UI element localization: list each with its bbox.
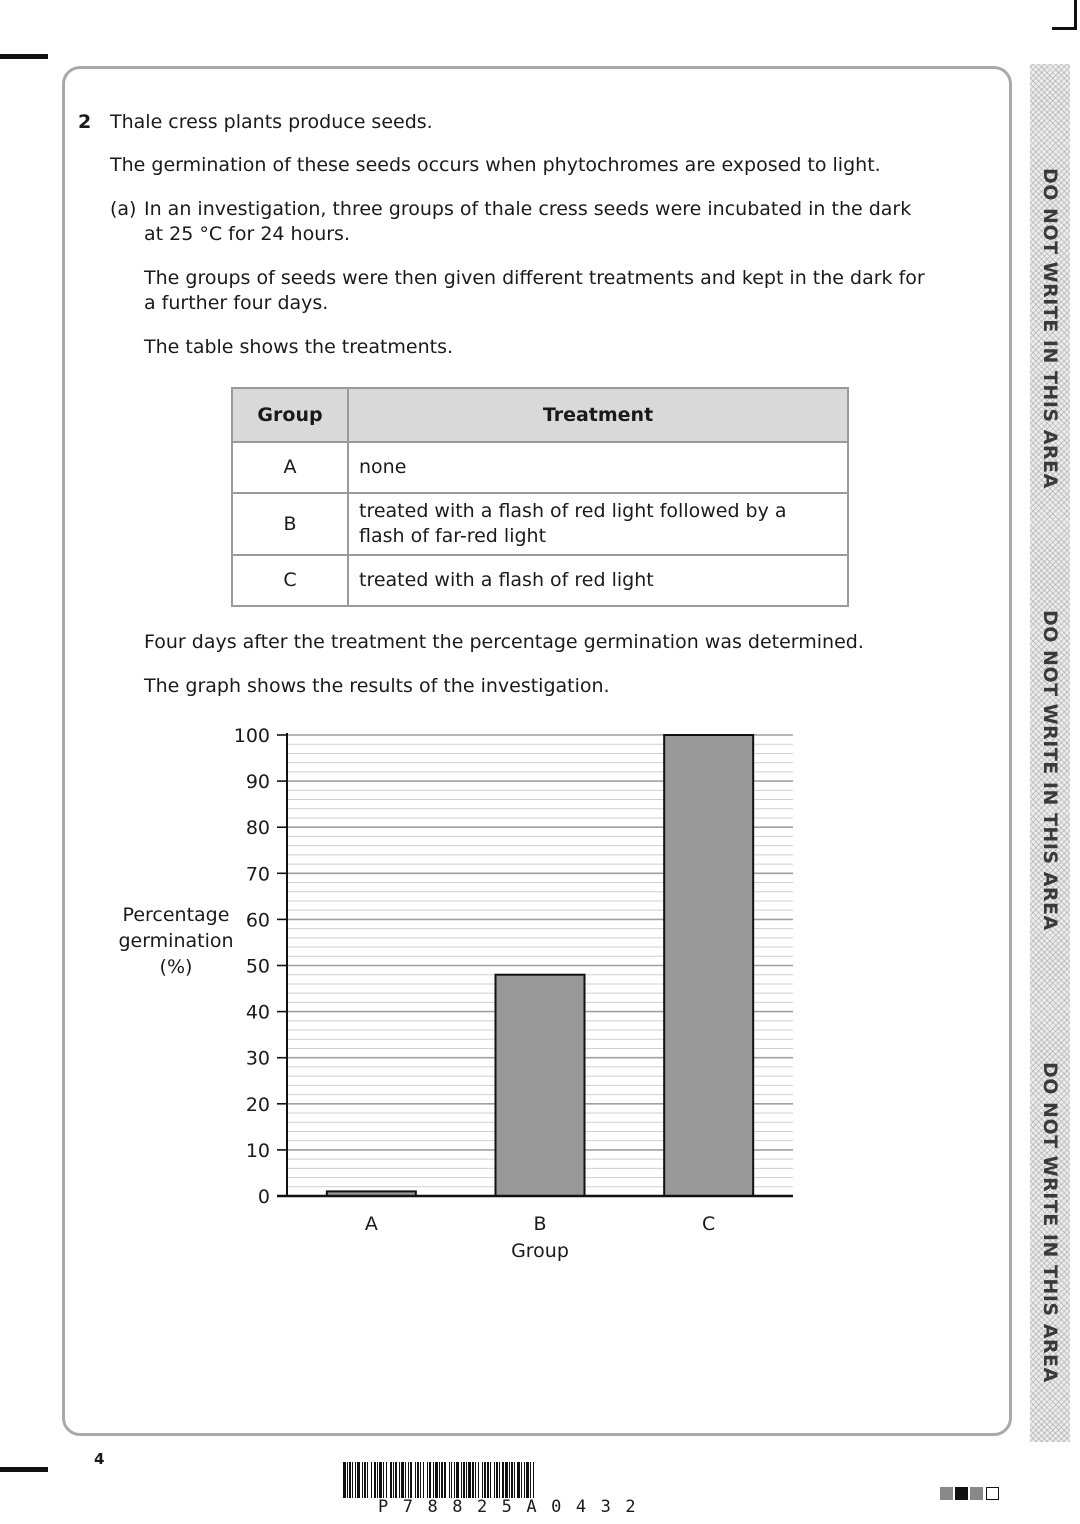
barcode-bar (435, 1462, 438, 1498)
barcode-bar (482, 1462, 483, 1498)
barcode-bar (423, 1462, 424, 1498)
barcode-bar (352, 1462, 353, 1498)
barcode-bar (357, 1462, 360, 1498)
barcode-bar (526, 1462, 529, 1498)
barcode-bar (379, 1462, 382, 1498)
table-cell-treatment: none (348, 442, 848, 493)
barcode-bar (408, 1462, 409, 1498)
bar-C (664, 735, 753, 1196)
barcode-bar (484, 1462, 486, 1498)
barcode-bar (509, 1462, 510, 1498)
paragraph-2-line-2: a further four days. (144, 292, 329, 314)
y-tick-label: 0 (257, 1186, 270, 1208)
barcode-bar (441, 1462, 443, 1498)
barcode-bar (451, 1462, 452, 1498)
barcode-bar (371, 1462, 372, 1498)
barcode-bar (374, 1462, 376, 1498)
barcode-bar (475, 1462, 476, 1498)
barcode-bar (410, 1462, 412, 1498)
header-group: Group (232, 388, 348, 442)
barcode-bar (478, 1462, 479, 1498)
barcode-bar (383, 1462, 384, 1498)
barcode-bar (456, 1462, 459, 1498)
y-tick-label: 50 (245, 955, 270, 978)
progress-square-2 (955, 1487, 968, 1500)
x-axis-label: Group (511, 1240, 569, 1262)
barcode-bar (524, 1462, 525, 1498)
x-tick-label: B (533, 1213, 547, 1235)
table-cell-group: A (232, 442, 348, 493)
barcode-bar (399, 1462, 400, 1498)
barcode-bar (367, 1462, 368, 1498)
progress-square-1 (940, 1487, 953, 1500)
y-tick-label: 20 (245, 1093, 270, 1116)
barcode-bar (468, 1462, 471, 1498)
progress-square-3 (970, 1487, 983, 1500)
y-axis-label-line: Percentage (122, 904, 230, 926)
barcode-bar (487, 1462, 489, 1498)
part-a-line-2: at 25 °C for 24 hours. (144, 223, 350, 245)
paragraph-5: The graph shows the results of the investigation. (144, 675, 610, 697)
y-tick-label: 80 (245, 817, 270, 840)
question-line-2: The germination of these seeds occurs when phytochromes are exposed to light. (110, 154, 881, 176)
barcode-bar (362, 1462, 363, 1498)
barcode-bar (377, 1462, 378, 1498)
margin-warning-1: DO NOT WRITE IN THIS AREA (1039, 168, 1061, 489)
x-tick-label: C (702, 1213, 716, 1235)
table-cell-treatment: treated with a flash of red light (348, 555, 848, 606)
paragraph-2-line-1: The groups of seeds were then given different treatments and kept in the dark for (144, 267, 925, 289)
bar-B (496, 975, 585, 1196)
y-tick-label: 40 (245, 1001, 270, 1024)
barcode-bar (505, 1462, 508, 1498)
barcode-bar (429, 1462, 431, 1498)
x-tick-label: A (364, 1213, 378, 1235)
barcode-bar (511, 1462, 513, 1498)
barcode-bar (405, 1462, 406, 1498)
barcode-bar (390, 1462, 392, 1498)
barcode-bar (349, 1462, 351, 1498)
barcode-bar (386, 1462, 387, 1498)
barcode-bar (514, 1462, 515, 1498)
y-tick-label: 100 (233, 725, 270, 747)
part-a-label: (a) (110, 198, 137, 220)
barcode-bar (463, 1462, 465, 1498)
barcode (343, 1462, 735, 1498)
question-line-1: Thale cress plants produce seeds. (110, 111, 433, 133)
barcode-bar (433, 1462, 434, 1498)
barcode-bar (393, 1462, 394, 1498)
barcode-bar (502, 1462, 504, 1498)
barcode-bar (472, 1462, 474, 1498)
margin-warning-3: DO NOT WRITE IN THIS AREA (1039, 1062, 1061, 1383)
table-cell-group: B (232, 493, 348, 555)
progress-square-4 (986, 1487, 999, 1500)
y-axis-label-line: germination (118, 930, 234, 952)
question-number: 2 (78, 111, 92, 133)
barcode-bar (496, 1462, 498, 1498)
margin-warning-2: DO NOT WRITE IN THIS AREA (1039, 610, 1061, 931)
y-tick-label: 10 (245, 1139, 270, 1162)
barcode-bar (355, 1462, 356, 1498)
y-tick-label: 60 (245, 909, 270, 932)
y-tick-label: 90 (245, 771, 270, 794)
barcode-bar (521, 1462, 522, 1498)
paragraph-4: Four days after the treatment the percentage germination was determined. (144, 631, 864, 653)
barcode-bar (401, 1462, 404, 1498)
barcode-bar (466, 1462, 467, 1498)
barcode-bar (417, 1462, 419, 1498)
barcode-bar (461, 1462, 462, 1498)
barcode-bar (420, 1462, 421, 1498)
table-cell-treatment: treated with a flash of red light followed by a flash of far-red light (348, 493, 848, 555)
barcode-bar (364, 1462, 366, 1498)
barcode-bar (517, 1462, 520, 1498)
barcode-bar (347, 1462, 348, 1498)
part-a-line-1: In an investigation, three groups of thale cress seeds were incubated in the dark (144, 198, 912, 220)
table-cell-group: C (232, 555, 348, 606)
barcode-bar (499, 1462, 500, 1498)
barcode-text: P78825A0432 (378, 1497, 651, 1517)
barcode-bar (530, 1462, 531, 1498)
barcode-bar (395, 1462, 397, 1498)
barcode-bar (494, 1462, 495, 1498)
barcode-bar (449, 1462, 450, 1498)
header-treatment: Treatment (348, 388, 848, 442)
barcode-bar (427, 1462, 428, 1498)
y-tick-label: 30 (245, 1047, 270, 1070)
paragraph-3: The table shows the treatments. (144, 336, 454, 358)
barcode-bar (490, 1462, 491, 1498)
barcode-bar (444, 1462, 446, 1498)
y-tick-label: 70 (245, 863, 270, 886)
barcode-bar (439, 1462, 440, 1498)
barcode-bar (343, 1462, 346, 1498)
y-axis-label-line: (%) (159, 956, 193, 978)
barcode-bar (415, 1462, 416, 1498)
barcode-bar (533, 1462, 534, 1498)
page-number: 4 (94, 1450, 105, 1468)
barcode-bar (454, 1462, 455, 1498)
